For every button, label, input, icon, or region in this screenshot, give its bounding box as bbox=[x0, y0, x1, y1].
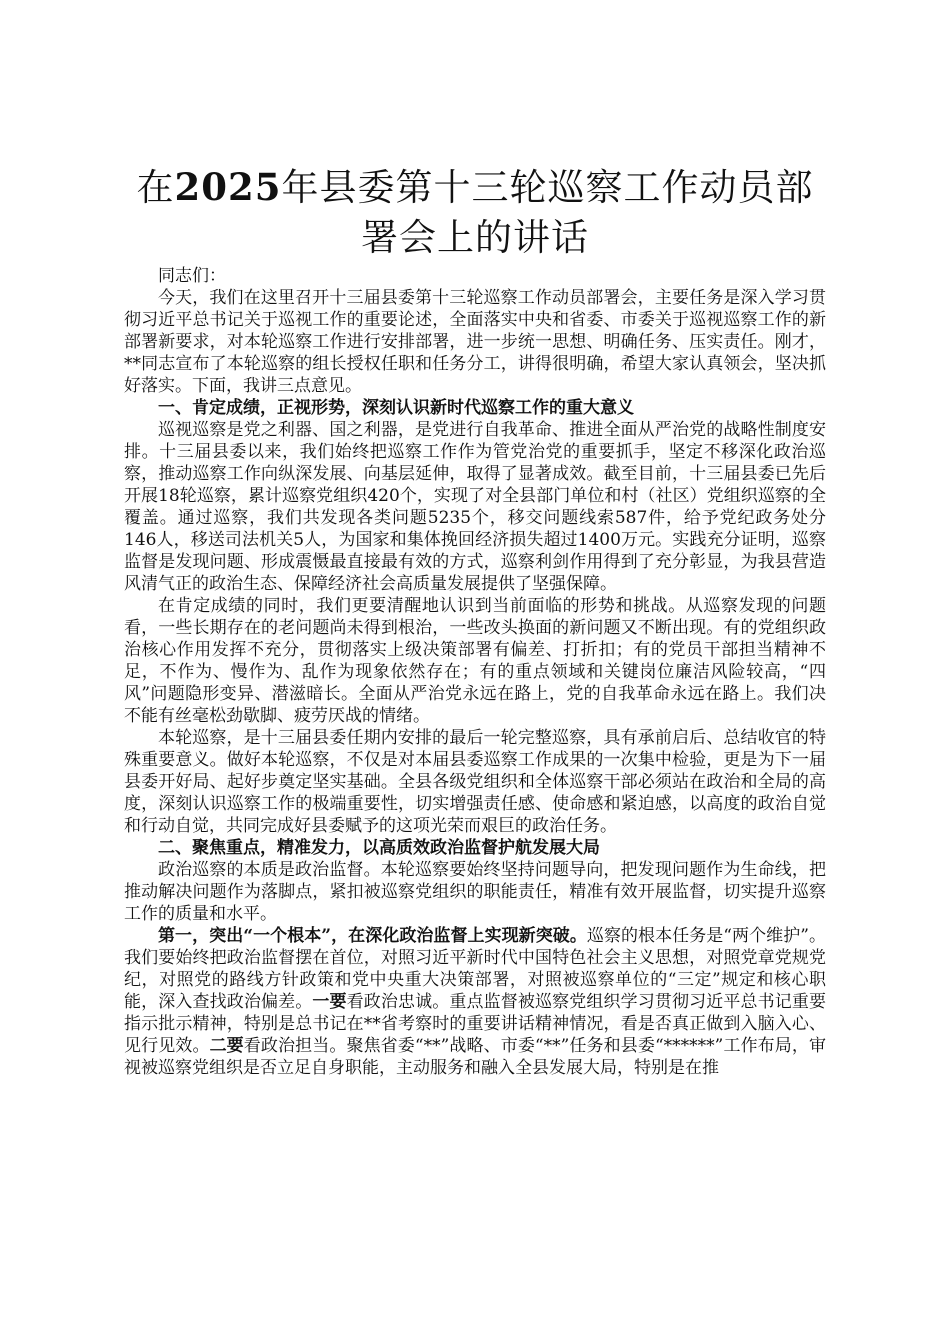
section1-paragraph-3: 本轮巡察，是十三届县委任期内安排的最后一轮完整巡察，具有承前启后、总结收官的特殊重要意义。做好本轮巡察，不仅是对本届县委巡察工作成果的一次集中检验，更是为下一届县委开好局、起好步奠定坚实基础。全县各级党组织和全体巡察干部必须站在政治和全局的高度，深刻认识巡察工作的极端重要性，切实增强责任感、使命感和紧迫感，以高度的政治自觉和行动自觉，共同完成好县委赋予的这项光荣而艰巨的政治任务。 bbox=[124, 728, 826, 836]
intro-paragraph: 今天，我们在这里召开十三届县委第十三轮巡察工作动员部署会，主要任务是深入学习贯彻习近平总书记关于巡视工作的重要论述，全面落实中央和省委、市委关于巡视巡察工作的新部署新要求，对本轮巡察工作进行安排部署，进一步统一思想、明确任务、压实责任。刚才，**同志宣布了本轮巡察的组长授权任职和任务分工，讲得很明确，希望大家认真领会，坚决抓好落实。下面，我讲三点意见。 bbox=[124, 288, 826, 396]
document-page bbox=[124, 162, 826, 1079]
salutation: 同志们： bbox=[158, 266, 226, 286]
section2-paragraph-2 bbox=[124, 925, 826, 1079]
title-year: 2025 bbox=[174, 165, 282, 209]
section-heading-2: 二、聚焦重点，精准发力，以高质效政治监督护航发展大局 bbox=[158, 838, 600, 858]
title-rest: 年县委第十三轮巡察工作动员部署会上的讲话 bbox=[281, 166, 814, 259]
section2-paragraph-1: 政治巡察的本质是政治监督。本轮巡察要始终坚持问题导向，把发现问题作为生命线，把推动解决问题作为落脚点，紧扣被巡察党组织的职能责任，精准有效开展监督，切实提升巡察工作的质量和水平。 bbox=[124, 860, 826, 924]
section1-paragraph-2: 在肯定成绩的同时，我们更要清醒地认识到当前面临的形势和挑战。从巡察发现的问题看，一些长期存在的老问题尚未得到根治，一些改头换面的新问题又不断出现。有的党组织政治核心作用发挥不充分，贯彻落实上级决策部署有偏差、打折扣；有的党员干部担当精神不足，不作为、慢作为、乱作为现象依然存在；有的重点领域和关键岗位廉洁风险较高，“四风”问题隐形变异、潜滋暗长。全面从严治党永远在路上，党的自我革命永远在路上。我们决不能有丝毫松劲歇脚、疲劳厌战的情绪。 bbox=[124, 596, 826, 726]
marker-er-yao: 二要 bbox=[209, 1036, 244, 1056]
point-one-lead: 第一，突出“一个根本”，在深化政治监督上实现新突破。 bbox=[158, 926, 587, 946]
point-one-text-c: 看政治担当。聚焦省委“**”战略、市委“**”任务和县委“******”工作布局，审视被巡察党组织是否立足自身职能，主动服务和融入全县发展大局，特别是在推 bbox=[124, 1036, 827, 1078]
point-one-text-a: 巡察的根本任务是“两个维护”。我们要始终把政治监督摆在首位，对照习近平新时代中国特色社会主义思想，对照党章党规党纪，对照党的路线方针政策和党中央重大决策部署，对照被巡察单位的“三定”规定和核心职能，深入查找政治偏差。 bbox=[124, 926, 826, 1012]
point-one-text-b: 看政治忠诚。重点监督被巡察党组织学习贯彻习近平总书记重要指示批示精神，特别是总书记在**省考察时的重要讲话精神情况，看是否真正做到入脑入心、见行见效。 bbox=[124, 992, 826, 1056]
document-title bbox=[124, 162, 826, 263]
marker-yi-yao: 一要 bbox=[312, 992, 347, 1012]
section-heading-1: 一、肯定成绩，正视形势，深刻认识新时代巡察工作的重大意义 bbox=[158, 398, 634, 418]
document-body bbox=[124, 265, 826, 1079]
title-prefix: 在 bbox=[136, 166, 175, 209]
section1-paragraph-1: 巡视巡察是党之利器、国之利器，是党进行自我革命、推进全面从严治党的战略性制度安排。十三届县委以来，我们始终把巡察工作作为管党治党的重要抓手，坚定不移深化政治巡察，推动巡察工作向纵深发展、向基层延伸，取得了显著成效。截至目前，十三届县委已先后开展18轮巡察，累计巡察党组织420个，实现了对全县部门单位和村（社区）党组织巡察的全覆盖。通过巡察，我们共发现各类问题5235个，移交问题线索587件，给予党纪政务处分146人，移送司法机关5人，为国家和集体挽回经济损失超过1400万元。实践充分证明，巡察监督是发现问题、形成震慑最直接最有效的方式，巡察利剑作用得到了充分彰显，为我县营造风清气正的政治生态、保障经济社会高质量发展提供了坚强保障。 bbox=[124, 420, 826, 594]
